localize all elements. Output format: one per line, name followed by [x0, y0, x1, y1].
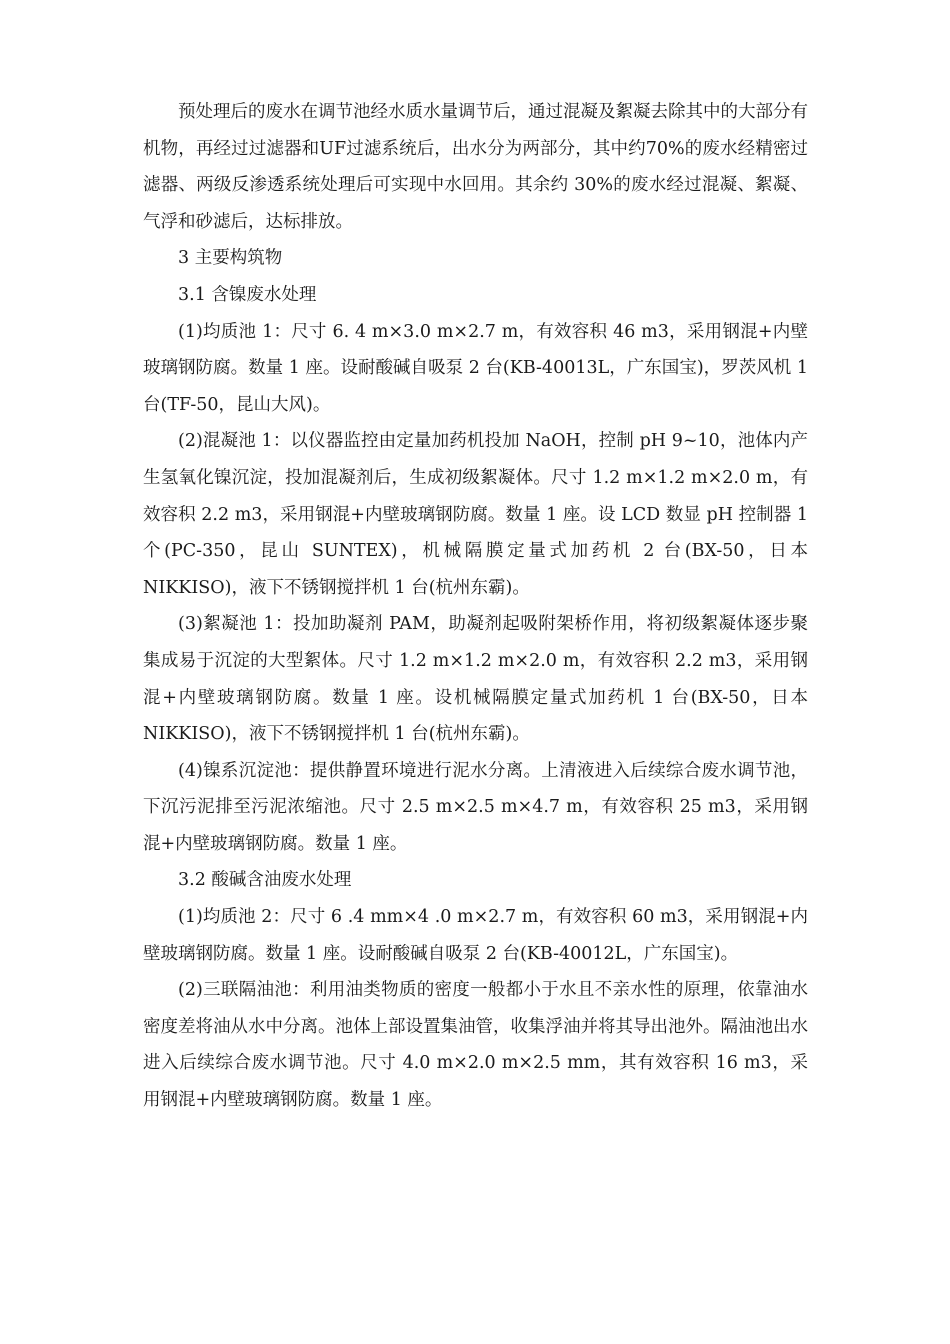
paragraph-flocculation-tank-1: (3)絮凝池 1：投加助凝剂 PAM，助凝剂起吸附架桥作用，将初级絮凝体逐步聚集成易于沉淀的大型絮体。尺寸 1.2 m×1.2 m×2.0 m，有效容积 2.2 m3，采用钢混+内壁玻璃钢防腐。数量 1 座。设机械隔膜定量式加药机 1 台(BX-50，日本 NIKKISO)，液下不锈钢搅拌机 1 台(杭州东霸)。	[143, 614, 808, 745]
section-heading-main-structures: 3 主要构筑物	[178, 248, 283, 269]
paragraph-pretreatment: 预处理后的废水在调节池经水质水量调节后，通过混凝及絮凝去除其中的大部分有机物，再经过过滤器和UF过滤系统后，出水分为两部分，其中约70%的废水经精密过滤器、两级反渗透系统处理后可实现中水回用。其余约 30%的废水经过混凝、絮凝、气浮和砂滤后，达标排放。	[143, 102, 808, 232]
document-body	[143, 94, 808, 1119]
paragraph-equalization-tank-1: (1)均质池 1：尺寸 6. 4 m×3.0 m×2.7 m，有效容积 46 m3，采用钢混+内壁玻璃钢防腐。数量 1 座。设耐酸碱自吸泵 2 台(KB-40013L，广东国宝)，罗茨风机 1 台(TF-50，昆山大风)。	[143, 321, 808, 415]
paragraph-triple-oil-separator: (2)三联隔油池：利用油类物质的密度一般都小于水且不亲水性的原理，依靠油水密度差将油从水中分离。池体上部设置集油管，收集浮油并将其导出池外。隔油池出水进入后续综合废水调节池。尺寸 4.0 m×2.0 m×2.5 mm，其有效容积 16 m3，采用钢混+内壁玻璃钢防腐。数量 1 座。	[143, 980, 808, 1111]
paragraph-equalization-tank-2: (1)均质池 2：尺寸 6 .4 mm×4 .0 m×2.7 m，有效容积 60 m3，采用钢混+内壁玻璃钢防腐。数量 1 座。设耐酸碱自吸泵 2 台(KB-40012L，广东国宝)。	[143, 907, 808, 964]
paragraph-coagulation-tank-1: (2)混凝池 1：以仪器监控由定量加药机投加 NaOH，控制 pH 9~10，池体内产生氢氧化镍沉淀，投加混凝剂后，生成初级絮凝体。尺寸 1.2 m×1.2 m×2.0 m，有效容积 2.2 m3，采用钢混+内壁玻璃钢防腐。数量 1 座。设 LCD 数显 pH 控制器 1 个(PC-350，昆山 SUNTEX)，机械隔膜定量式加药机 2 台(BX-50，日本 NIKKISO)，液下不锈钢搅拌机 1 台(杭州东霸)。	[143, 431, 808, 598]
paragraph-nickel-sedimentation-tank: (4)镍系沉淀池：提供静置环境进行泥水分离。上清液进入后续综合废水调节池，下沉污泥排至污泥浓缩池。尺寸 2.5 m×2.5 m×4.7 m，有效容积 25 m3，采用钢混+内壁玻璃钢防腐。数量 1 座。	[143, 760, 808, 854]
subsection-heading-nickel-wastewater: 3.1 含镍废水处理	[178, 284, 317, 305]
subsection-heading-acid-alkali-oily-wastewater: 3.2 酸碱含油废水处理	[178, 870, 352, 891]
